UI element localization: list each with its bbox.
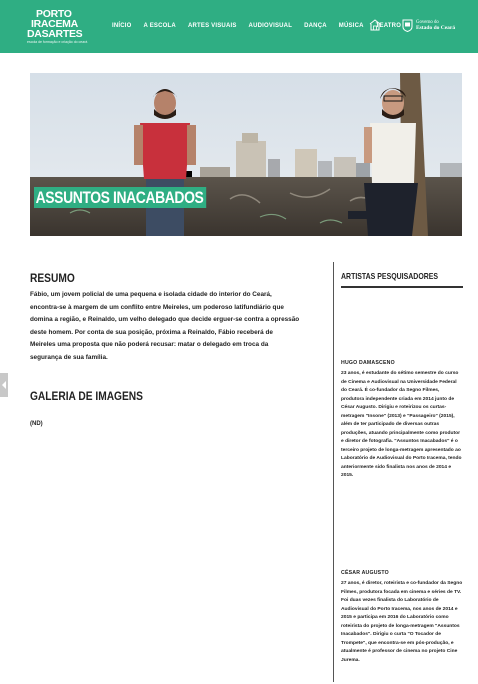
sidebar-divider xyxy=(333,262,334,682)
artist-name: CÉSAR AUGUSTO xyxy=(341,570,389,576)
hero-banner xyxy=(30,73,462,236)
artist-name: HUGO DAMASCENO xyxy=(341,360,395,366)
sidebar-heading-rule xyxy=(341,286,463,288)
nav-item-inicio[interactable]: INÍCIO xyxy=(112,23,132,29)
hero-photo xyxy=(30,73,462,236)
logo-line-3: DASARTES xyxy=(27,28,83,40)
resumo-text: Fábio, um jovem policial de uma pequena e isolada cidade do interior do Ceará, encontra-se à margem de um conflito entre Meireles, um poderoso latifundiário que domina a região, e Reinaldo, um velho delegado que decide erguer-se contra a opressão deste homem. Por conta de sua posição, próxima a Reinaldo, Fábio receberá de Meireles uma proposta que não poderá recusar: matar o delegado em troca da segurança de sua família. xyxy=(30,291,300,361)
site-header xyxy=(0,0,478,53)
building-icon[interactable] xyxy=(369,19,381,31)
nav-item-musica[interactable]: MÚSICA xyxy=(338,23,364,29)
nav-item-teatro[interactable]: TEATRO xyxy=(375,23,402,29)
site-logo[interactable] xyxy=(27,9,89,44)
chevron-left-icon xyxy=(2,381,6,389)
artist-bio: 23 anos, é estudante do sétimo semestre do curso de Cinema e Audiovisual na Universidade Federal do Ceará. É co-fundador da Segno Filmes, produtora independente criada em 2014 junto de César Augusto. Dirigiu e roteirizou os curtas-metragem "Insone" (2013) e "Passageiro" (2015), além de ter participado de diversas outras produções, atuando principalmente como produtor e diretor de fotografia. "Assuntos Inacabados" é o terceiro projeto de longa-metragem apresentado ao Laboratório de Audiovisual do Porto Iracema, tendo anteriormente sido finalista nos anos de 2014 e 2015. xyxy=(341,371,462,478)
government-label xyxy=(416,20,455,31)
logo-line-2: IRACEMA xyxy=(31,18,78,30)
side-panel-toggle[interactable] xyxy=(0,373,8,397)
nav-item-audiovisual[interactable]: AUDIOVISUAL xyxy=(248,23,293,29)
gov-line-2: Estado do Ceará xyxy=(416,24,456,31)
government-logo[interactable] xyxy=(402,19,455,32)
resumo-heading: RESUMO xyxy=(30,271,75,285)
gov-line-1: Governo do xyxy=(416,20,439,25)
logo-line-1: PORTO xyxy=(36,8,72,20)
hero-title: ASSUNTOS INACABADOS xyxy=(34,187,206,208)
sidebar-heading: ARTISTAS PESQUISADORES xyxy=(341,271,439,281)
logo-tagline: escola de formação e criação do ceará xyxy=(27,40,88,44)
nav-item-danca[interactable]: DANÇA xyxy=(304,23,327,29)
main-nav xyxy=(112,23,413,29)
galeria-heading: GALERIA DE IMAGENS xyxy=(30,389,143,403)
nav-item-a-escola[interactable]: A ESCOLA xyxy=(143,23,176,29)
nav-item-artes-visuais[interactable]: ARTES VISUAIS xyxy=(187,23,237,29)
state-seal-icon xyxy=(402,19,413,32)
galeria-empty-value: (ND) xyxy=(30,421,43,427)
artist-bio: 27 anos, é diretor, roteirista e co-fundador da Segno Filmes, produtora focada em cinema e séries de TV. Foi duas vezes finalista do Laboratório de Audiovisual do Porto Iracema, nos anos de 2014 e 2015 e participa em 2016 do Laboratório como roteirista do projeto de longa-metragem "Assuntos Inacabados". Dirigiu o curta "O Tocador de Trompete", que encontra-se em pós-produção, e atualmente é professor de cinema no projeto Cine Jurema. xyxy=(341,581,463,663)
